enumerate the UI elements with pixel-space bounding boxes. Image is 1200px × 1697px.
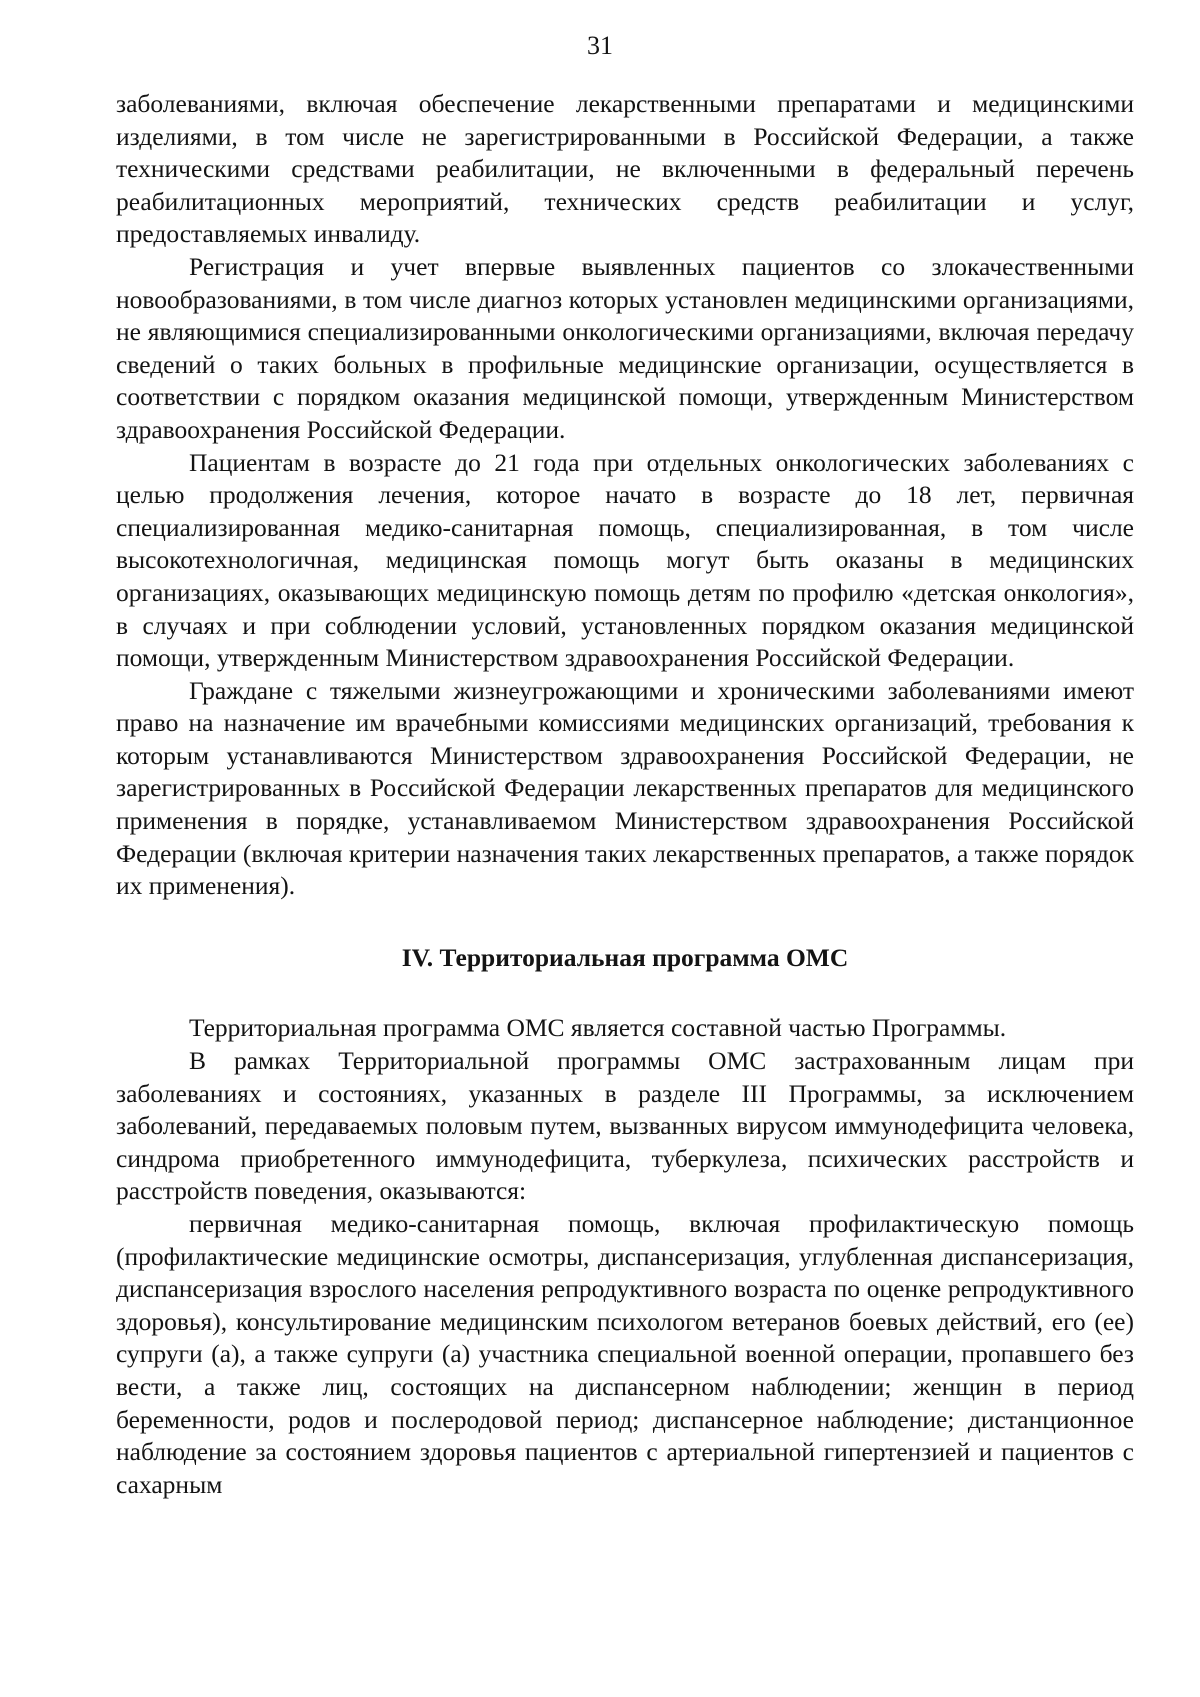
page-number: 31: [587, 31, 613, 60]
paragraph-life-threatening-diseases: Граждане с тяжелыми жизнеугрожающими и хроническими заболеваниями имеют право на назначение им врачебными комиссиями медицинских организаций, требования к которым устанавливаются Министерством здравоохранения Российской Федерации, не зарегистрированных в Российской Федерации лекарственных препаратов для медицинского применения в порядке, устанавливаемом Министерством здравоохранения Российской Федерации (включая критерии назначения таких лекарственных препаратов, а также порядок их применения).: [116, 675, 1134, 901]
section-heading: IV. Территориальная программа ОМС: [401, 942, 849, 972]
document-body: [116, 88, 1134, 1501]
paragraph-program-scope: В рамках Территориальной программы ОМС застрахованным лицам при заболеваниях и состояниях, указанных в разделе III Программы, за исключением заболеваний, передаваемых половым путем, вызванных вирусом иммунодефицита человека, синдрома приобретенного иммунодефицита, туберкулеза, психических расстройств и расстройств поведения, оказываются:: [116, 1046, 1134, 1206]
paragraph-patients-under-21: Пациентам в возрасте до 21 года при отдельных онкологических заболеваниях с целью продолжения лечения, которое начато в возрасте до 18 лет, первичная специализированная медико-санитарная помощь, специализированная, в том числе высокотехнологичная, медицинская помощь могут быть оказаны в медицинских организациях, оказывающих медицинскую помощь детям по профилю «детская онкология», в случаях и при соблюдении условий, установленных порядком оказания медицинской помощи, утвержденным Министерством здравоохранения Российской Федерации.: [116, 447, 1134, 673]
paragraph-program-part: Территориальная программа ОМС является составной частью Программы.: [189, 1013, 1007, 1043]
paragraph-continuation: заболеваниями, включая обеспечение лекарственными препаратами и медицинскими изделиями, в том числе не зарегистрированными в Российской Федерации, а также техническими средствами реабилитации, не включенными в федеральный перечень реабилитационных мероприятий, технических средств реабилитации и услуг, предоставляемых инвалиду.: [116, 89, 1134, 249]
paragraph-registration: Регистрация и учет впервые выявленных пациентов со злокачественными новообразованиями, в том числе диагноз которых установлен медицинскими организациями, не являющимися специализированными онкологическими организациями, включая передачу сведений о таких больных в профильные медицинские организации, осуществляется в соответствии с порядком оказания медицинской помощи, утвержденным Министерством здравоохранения Российской Федерации.: [116, 251, 1134, 444]
paragraph-primary-care: первичная медико-санитарная помощь, включая профилактическую помощь (профилактические медицинские осмотры, диспансеризация, углубленная диспансеризация, диспансеризация взрослого населения репродуктивного возраста по оценке репродуктивного здоровья), консультирование медицинским психологом ветеранов боевых действий, его (ее) супруги (а), а также супруги (а) участника специальной военной операции, пропавшего без вести, а также лиц, состоящих на диспансерном наблюдении; женщин в период беременности, родов и послеродовой период; диспансерное наблюдение; дистанционное наблюдение за состоянием здоровья пациентов с артериальной гипертензией и пациентов с сахарным: [116, 1209, 1134, 1499]
